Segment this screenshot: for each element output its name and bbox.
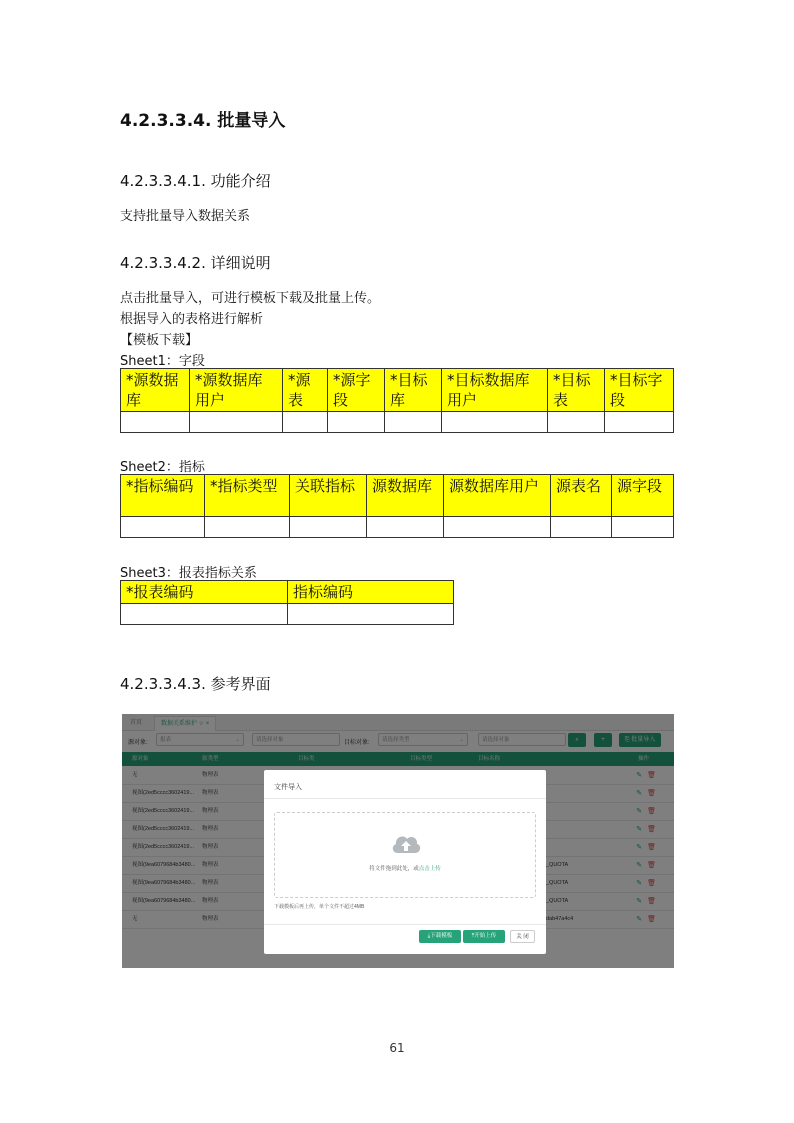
dialog-title: 文件导入: [274, 784, 302, 791]
detail-title: 4.2.3.3.4.2. 详细说明: [120, 254, 271, 272]
sheet1-header-cell: *目标数据库用户: [442, 369, 548, 412]
sheet3-label: Sheet3：报表指标关系: [120, 566, 257, 581]
download-icon: ⤓: [427, 933, 431, 939]
click-upload-link[interactable]: 点击上传: [418, 866, 441, 872]
sheet3-header-cell: *报表编码: [121, 581, 288, 604]
feature-intro-text: 支持批量导入数据关系: [120, 209, 251, 224]
upload-tip: 下载模板后再上传，单个文件不超过4MB: [274, 904, 365, 910]
detail-line: 点击批量导入，可进行模板下载及批量上传。: [120, 291, 381, 306]
file-import-dialog: [264, 770, 546, 954]
close-button[interactable]: 关 闭: [510, 930, 535, 943]
feature-intro-title: 4.2.3.3.4.1. 功能介绍: [120, 172, 271, 190]
sheet2-header-cell: 源数据库: [367, 475, 444, 517]
reference-screenshot: [122, 714, 674, 968]
detail-line: 【模板下载】: [120, 333, 199, 348]
upload-icon: ⤒: [471, 933, 475, 939]
sheet3-header-cell: 指标编码: [288, 581, 454, 604]
detail-line: 根据导入的表格进行解析: [120, 312, 264, 327]
sheet2-label: Sheet2：指标: [120, 460, 205, 475]
sheet2-header-cell: 源字段: [612, 475, 674, 517]
sheet1-header-cell: *源数据库: [121, 369, 190, 412]
section-heading: 4.2.3.3.4. 批量导入: [120, 111, 286, 131]
download-template-button[interactable]: ⤓下载模板: [419, 930, 461, 943]
reference-ui-title: 4.2.3.3.4.3. 参考界面: [120, 675, 271, 693]
divider: [264, 924, 546, 925]
sheet1-header-cell: *源表: [283, 369, 328, 412]
sheet1-header-cell: *目标库: [385, 369, 442, 412]
dropzone-text: 将文件拖到此处，或点击上传: [369, 866, 441, 872]
sheet2-header-cell: 源表名: [551, 475, 612, 517]
sheet1-header-cell: *源数据库用户: [190, 369, 283, 412]
sheet2-table: [120, 474, 674, 538]
sheet1-header-cell: *目标表: [548, 369, 605, 412]
cloud-upload-icon: [390, 831, 422, 855]
upload-dropzone[interactable]: [274, 812, 536, 898]
sheet1-header-cell: *源字段: [328, 369, 385, 412]
page-number: 61: [389, 1041, 405, 1055]
sheet3-table: [120, 580, 454, 625]
sheet2-header-cell: *指标类型: [205, 475, 290, 517]
sheet2-header-cell: 源数据库用户: [444, 475, 551, 517]
sheet1-label: Sheet1：字段: [120, 354, 205, 369]
sheet2-header-cell: *指标编码: [121, 475, 205, 517]
sheet1-table: [120, 368, 674, 433]
sheet1-header-cell: *目标字段: [605, 369, 674, 412]
divider: [264, 798, 546, 799]
sheet2-header-cell: 关联指标: [290, 475, 367, 517]
start-upload-button[interactable]: ⤒开始上传: [463, 930, 505, 943]
